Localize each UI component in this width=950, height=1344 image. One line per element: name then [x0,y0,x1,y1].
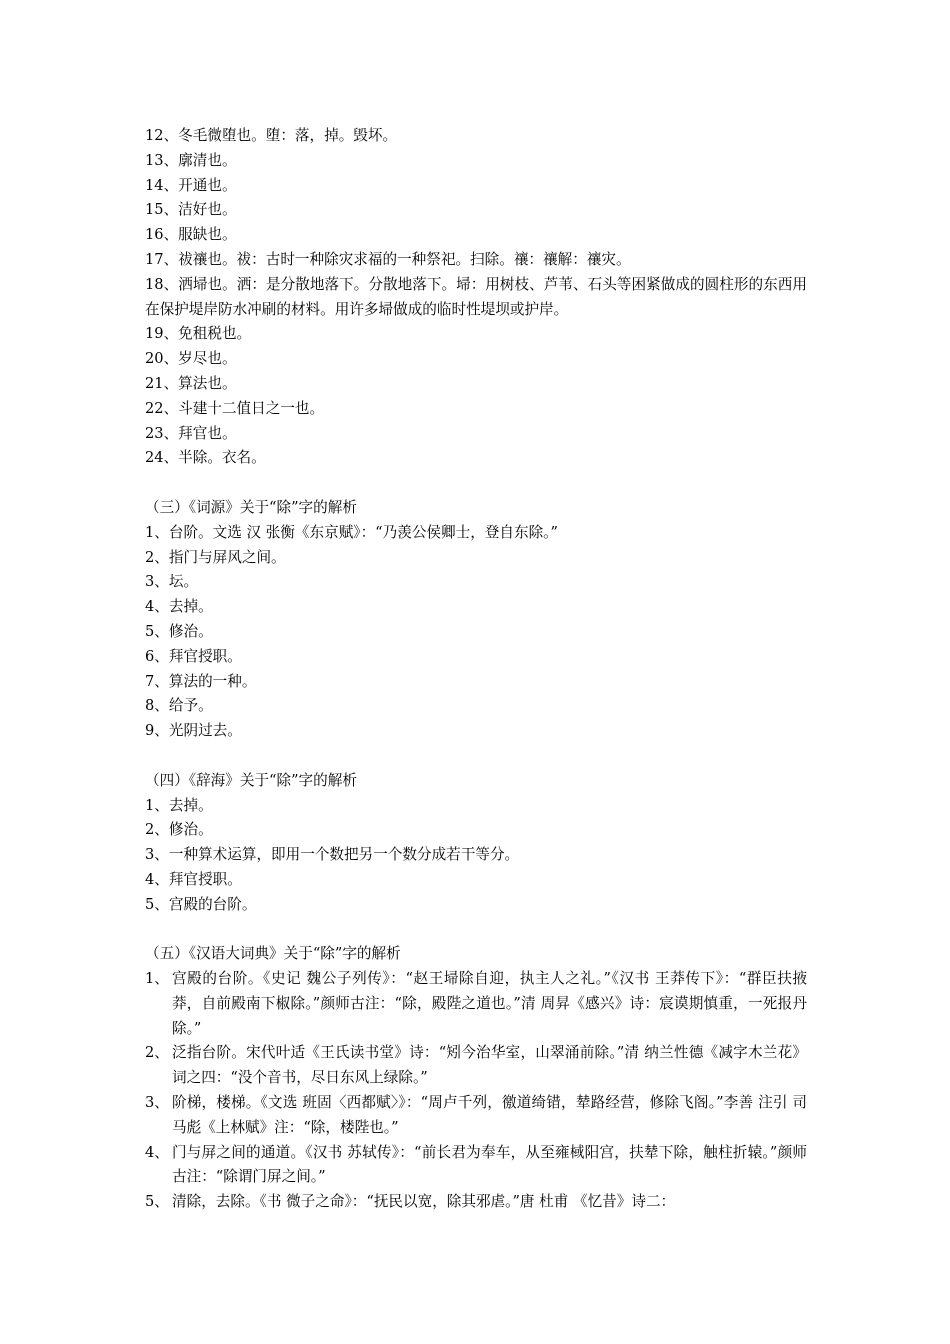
item-number: 2、 [145,1044,169,1062]
item-text: 泛指台阶。宋代叶适《王氏读书堂》诗：“矧今治华室，山翠涌前除。”清 纳兰性德《减字木兰花》词之四：“没个音书，尽日东风上绿除。” [172,1044,807,1087]
list-item: 4、去掉。 [145,598,213,616]
list-item: 13、廓清也。 [145,151,237,169]
item-text: 宫殿的台阶。《史记 魏公子列传》：“赵王埽除自迎，执主人之礼。”《汉书 王莽传下》：“群臣扶掖莽，自前殿南下椒除。”颜师古注：“除，殿陛之道也。”清 周昇《感兴》诗：宸谟期慎重，一死报丹除。” [172,970,807,1037]
list-item: 7、算法的一种。 [145,672,257,690]
list-item: 24、半除。衣名。 [145,449,266,467]
item-text: 门与屏之间的通道。《汉书 苏轼传》：“前长君为奉车，从至雍棫阳宫，扶辇下除，触柱折辕。”颜师古注：“除谓门屏之间。” [172,1143,807,1186]
list-item: 3、一种算术运算，即用一个数把另一个数分成若干等分。 [145,846,520,864]
section-ciyuan [145,496,807,744]
item-number: 3、 [145,1094,169,1112]
list-item: 5、宫殿的台阶。 [145,895,257,913]
list-item [145,1141,807,1191]
section-hanyu-dacidian [145,942,807,1215]
list-item: 2、修治。 [145,821,213,839]
list-item: 12、冬毛微堕也。堕：落，掉。毁坏。 [145,127,398,144]
list-item: 9、光阴过去。 [145,722,242,740]
list-item: 3、坛。 [145,573,199,591]
list-item: 16、服缺也。 [145,226,237,244]
list-item: 1、去掉。 [145,796,213,814]
section-cihai [145,769,807,918]
list-item: 8、给予。 [145,697,213,715]
list-item: 5、修治。 [145,622,213,640]
section-heading: （三）《词源》关于“除”字的解析 [145,498,357,516]
list-item [145,1091,807,1141]
paragraph-gap [145,471,807,496]
list-item: 19、免租税也。 [145,325,252,343]
list-item: 21、算法也。 [145,374,237,392]
item-text: 清除，去除。《书 微子之命》：“抚民以宽，除其邪虐。”唐 杜甫 《忆昔》诗二： [172,1193,676,1211]
document-body [145,124,807,1215]
paragraph-gap [145,744,807,769]
list-item: 4、拜官授职。 [145,870,242,888]
list-item: 6、拜官授职。 [145,647,242,665]
list-item: 17、祓禳也。祓：古时一种除灾求福的一种祭祀。扫除。禳：禳解：禳灾。 [145,250,631,268]
item-number: 1、 [145,970,169,988]
list-item: 23、拜官也。 [145,424,237,442]
list-item: 20、岁尽也。 [145,350,237,368]
list-item: 1、台阶。文选 汉 张衡《东京赋》：“乃羡公侯卿士，登自东除。” [145,523,558,541]
item-number: 4、 [145,1143,169,1161]
list-item [145,1190,807,1215]
definition-list-part2 [145,322,807,471]
list-item: 2、指门与屏风之间。 [145,548,286,566]
list-item [145,967,807,1041]
list-item: 22、斗建十二值日之一也。 [145,399,325,417]
list-item: 18、洒埽也。洒：是分散地落下。分散地落下。埽：用树枝、芦苇、石头等困紧做成的圆柱形的东西用在保护堤岸防水冲刷的材料。用许多埽做成的临时性堤坝或护岸。 [145,275,807,318]
list-item: 14、开通也。 [145,176,237,194]
section-heading: （四）《辞海》关于“除”字的解析 [145,771,357,789]
section-heading: （五）《汉语大词典》关于“除”字的解析 [145,945,401,963]
item-text: 阶梯，楼梯。《文选 班固〈西都赋〉》：“周卢千列，徼道绮错，辇路经营，修除飞阁。”李善 注引 司马彪《上林赋》注：“除，楼陛也。” [172,1094,807,1136]
item-number: 5、 [145,1193,169,1211]
definition-list-part1 [145,124,807,273]
paragraph-gap [145,918,807,943]
list-item [145,1041,807,1091]
list-item: 15、洁好也。 [145,201,237,219]
